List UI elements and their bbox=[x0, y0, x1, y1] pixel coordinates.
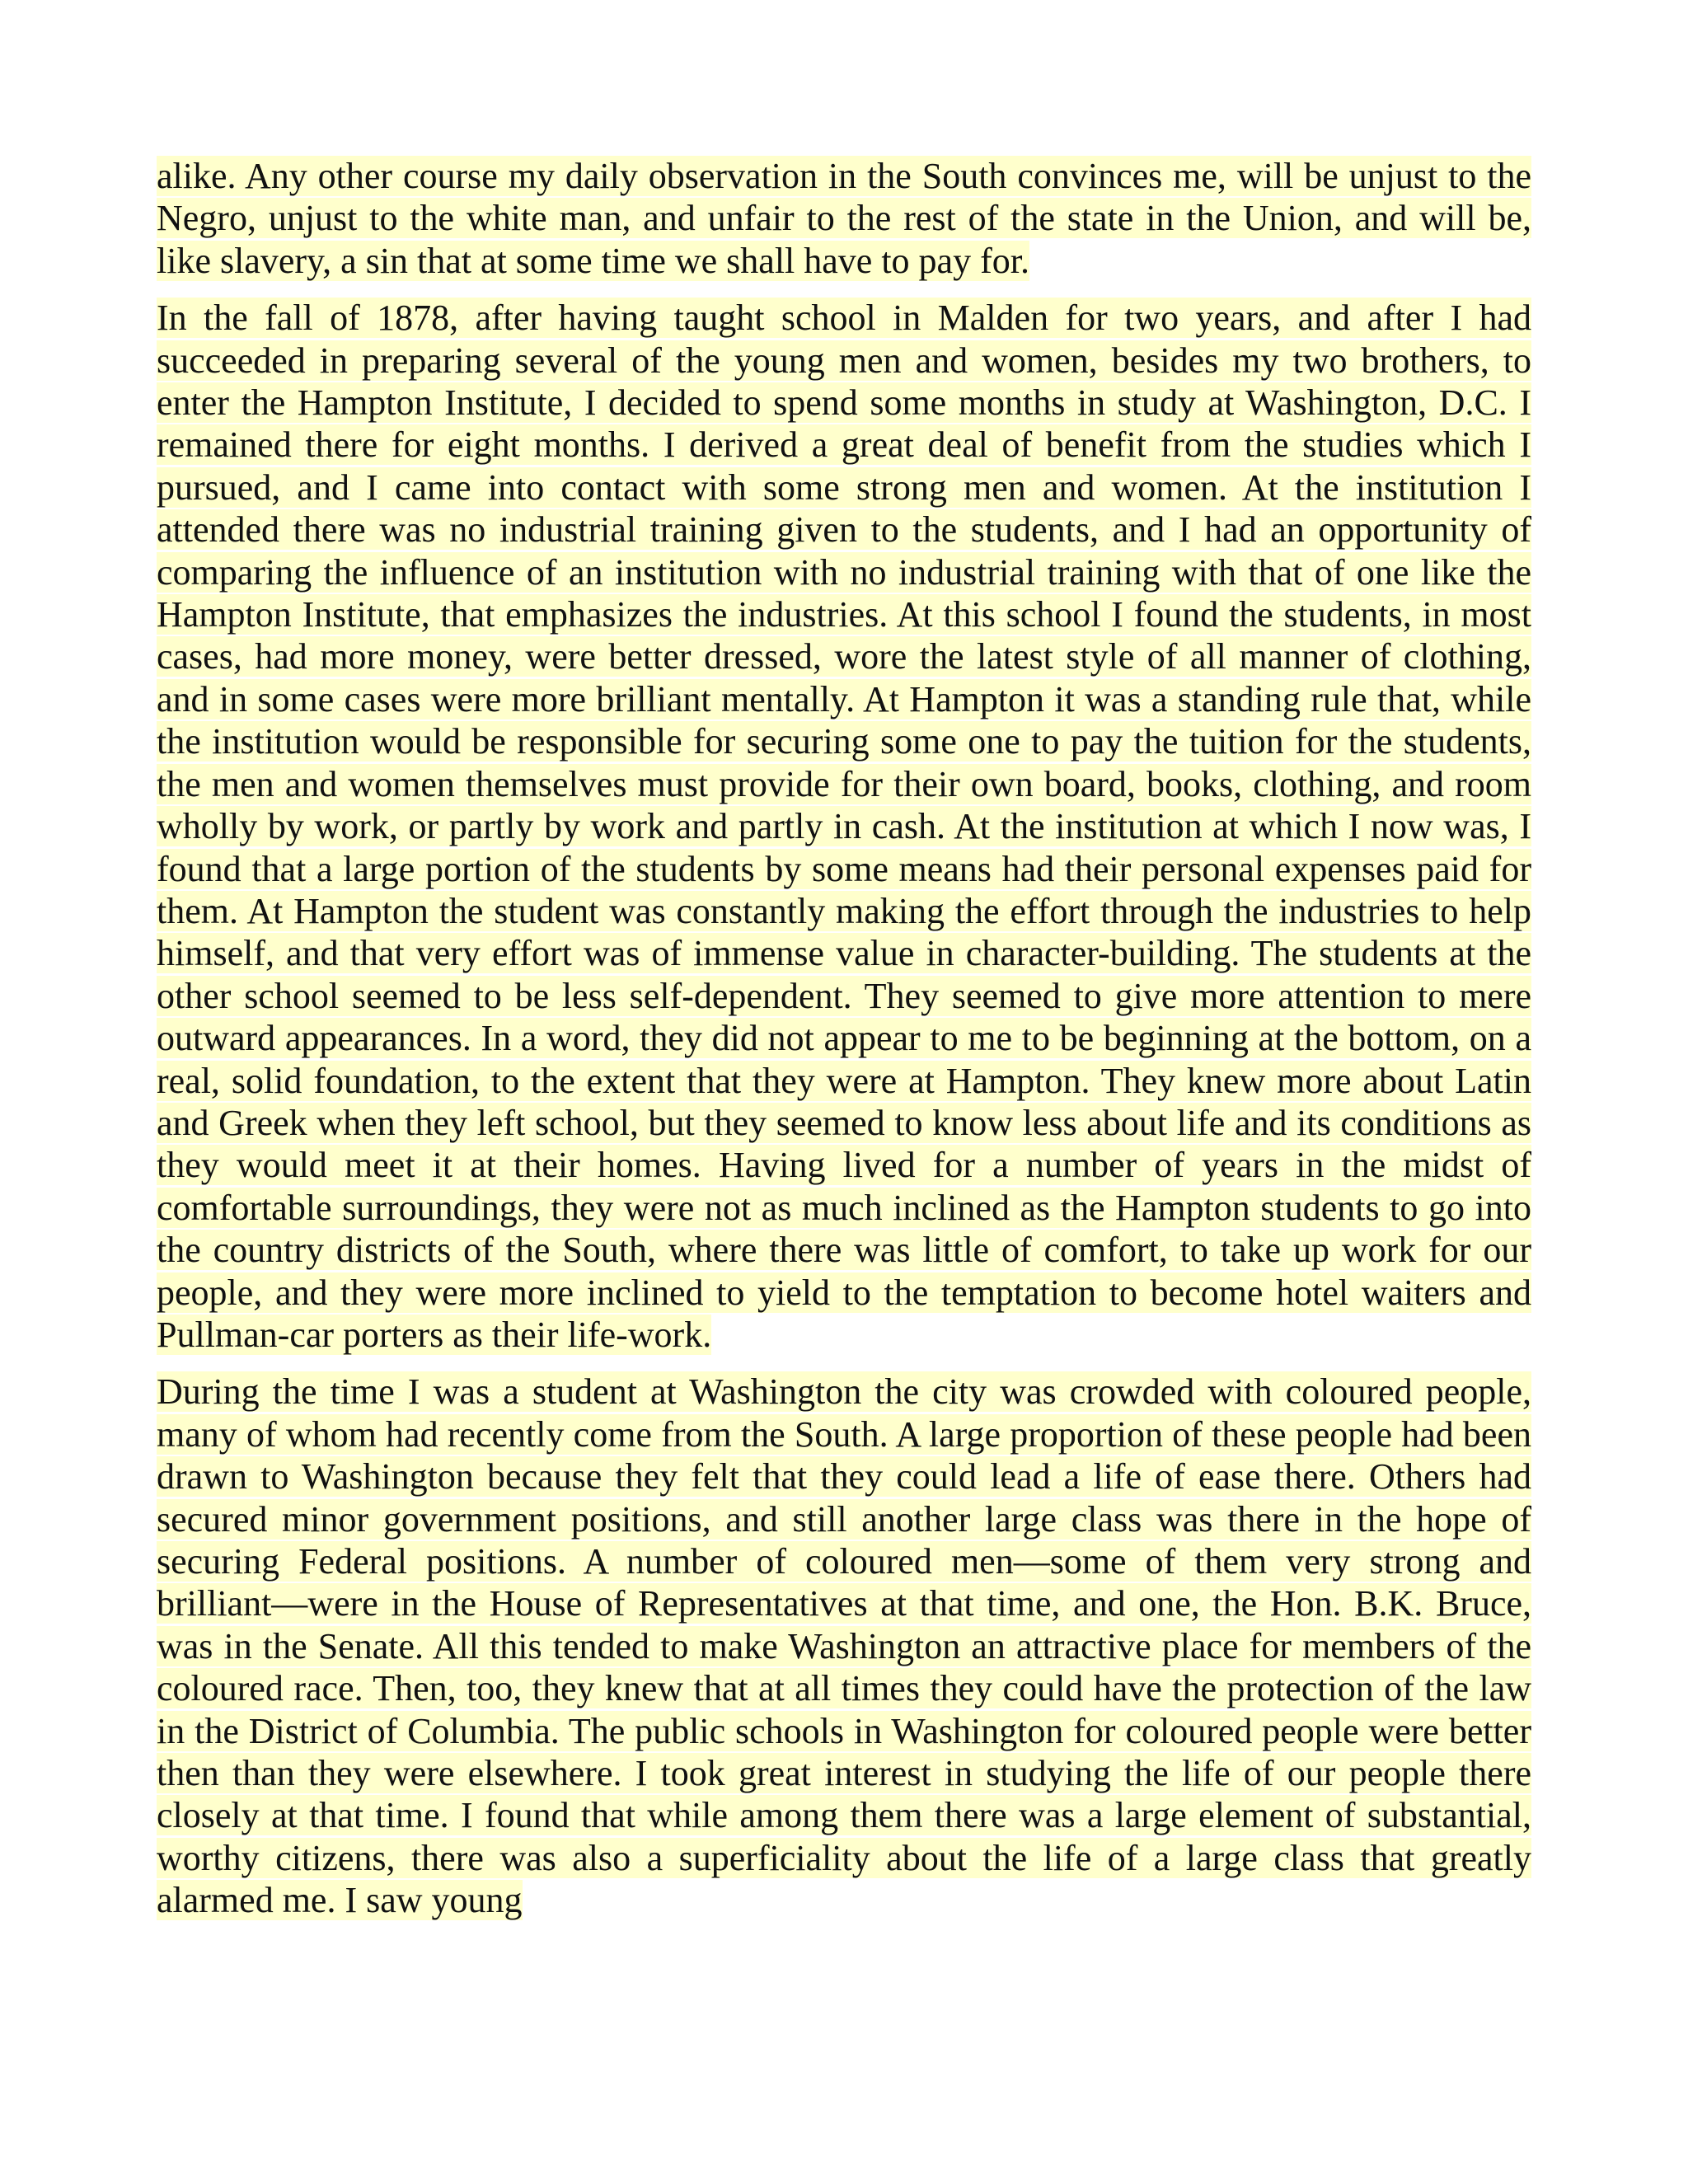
paragraph-1-text: alike. Any other course my daily observation in the South convinces me, will be unjust to the Negro, unjust to the white man, and unfair to the rest of the state in the Union, and will be, like slavery, a sin that at some time we shall have to pay for. bbox=[157, 156, 1531, 281]
paragraph-3 bbox=[157, 1371, 1531, 1921]
paragraph-1 bbox=[157, 155, 1531, 282]
document-page bbox=[157, 155, 1531, 1922]
paragraph-2-text: In the fall of 1878, after having taught school in Malden for two years, and after I had succeeded in preparing several of the young men and women, besides my two brothers, to enter the Hampton Institute, I decided to spend some months in study at Washington, D.C. I remained there for eight months. I derived a great deal of benefit from the studies which I pursued, and I came into contact with some strong men and women. At the institution I attended there was no industrial training given to the students, and I had an opportunity of comparing the influence of an institution with no industrial training with that of one like the Hampton Institute, that emphasizes the industries. At this school I found the students, in most cases, had more money, were better dressed, wore the latest style of all manner of clothing, and in some cases were more brilliant mentally. At Hampton it was a standing rule that, while the institution would be responsible for securing some one to pay the tuition for the students, the men and women themselves must provide for their own board, books, clothing, and room wholly by work, or partly by work and partly in cash. At the institution at which I now was, I found that a large portion of the students by some means had their personal expenses paid for them. At Hampton the student was constantly making the effort through the industries to help himself, and that very effort was of immense value in character-building. The students at the other school seemed to be less self-dependent. They seemed to give more attention to mere outward appearances. In a word, they did not appear to me to be beginning at the bottom, on a real, solid foundation, to the extent that they were at Hampton. They knew more about Latin and Greek when they left school, but they seemed to know less about life and its conditions as they would meet it at their homes. Having lived for a number of years in the midst of comfortable surroundings, they were not as much inclined as the Hampton students to go into the country districts of the South, where there was little of comfort, to take up work for our people, and they were more inclined to yield to the temptation to become hotel waiters and Pullman-car porters as their life-work. bbox=[157, 298, 1531, 1355]
paragraph-3-text: During the time I was a student at Washington the city was crowded with coloured people, many of whom had recently come from the South. A large proportion of these people had been drawn to Washington because they felt that they could lead a life of ease there. Others had secured minor government positions, and still another large class was there in the hope of securing Federal positions. A number of coloured men—some of them very strong and brilliant—were in the House of Representatives at that time, and one, the Hon. B.K. Bruce, was in the Senate. All this tended to make Washington an attractive place for members of the coloured race. Then, too, they knew that at all times they could have the protection of the law in the District of Columbia. The public schools in Washington for coloured people were better then than they were elsewhere. I took great interest in studying the life of our people there closely at that time. I found that while among them there was a large element of substantial, worthy citizens, there was also a superficiality about the life of a large class that greatly alarmed me. I saw young bbox=[157, 1371, 1531, 1921]
paragraph-2 bbox=[157, 297, 1531, 1356]
